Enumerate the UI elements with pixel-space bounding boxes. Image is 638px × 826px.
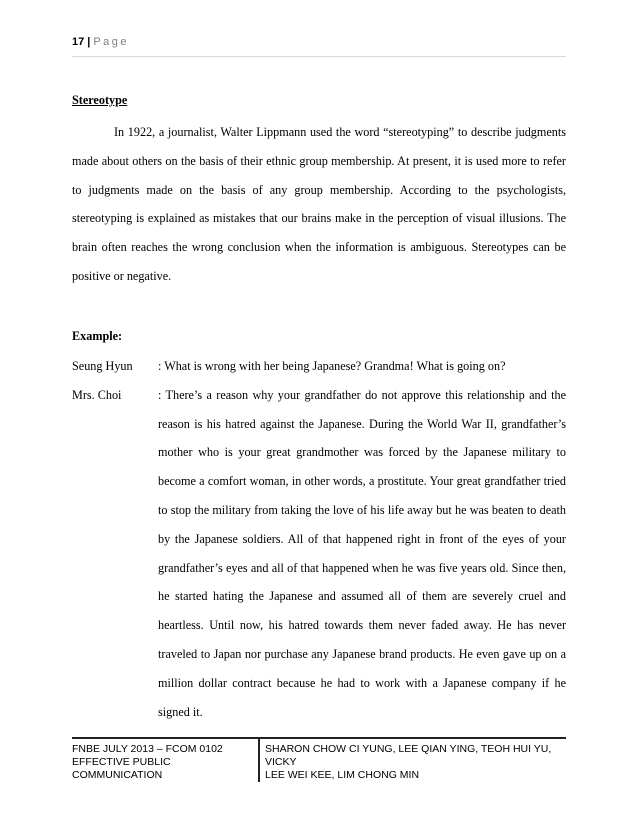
page-number: 17 <box>72 36 85 48</box>
document-body <box>72 90 566 719</box>
example-label: Example: <box>72 329 123 343</box>
section-heading: Stereotype <box>72 93 128 107</box>
footer-course-code: FNBE JULY 2013 – FCOM 0102 <box>72 743 223 755</box>
page-footer <box>72 737 566 782</box>
dialogue-line <box>72 381 566 727</box>
footer-course <box>72 739 258 782</box>
dialogue <box>72 352 566 726</box>
header-separator: | <box>87 36 91 48</box>
footer-course-title: EFFECTIVE PUBLIC COMMUNICATION <box>72 756 171 781</box>
page-word: Page <box>93 36 130 48</box>
dialogue-line <box>72 352 566 381</box>
speaker-text: : There’s a reason why your grandfather do not approve this relationship and the reason is his hatred against the Japanese. During the World War II, grandfather’s mother who is your great grandmother was forced by the Japanese military to become a comfort woman, in other words, a prostitute. Your great grandfather tried to stop the military from taking the love of his life away but he was beaten to death by the Japanese soldiers. All of that happened right in front of the eyes of your grandfather’s eyes and all of that happened when he was five years old. Since then, he started hating the Japanese and assumed all of them are severely cruel and heartless. Until now, his hatred towards them never faded away. He has never traveled to Japan nor purchase any Japanese brand products. He even gave up on a million dollar contract because he had to work with a Japanese company if he signed it. <box>158 387 566 719</box>
footer-authors <box>258 739 566 782</box>
section-paragraph: In 1922, a journalist, Walter Lippmann used the word “stereotyping” to describe judgments made about others on the basis of their ethnic group membership. At present, it is used more to refer to judgments made on the basis of any group membership. According to the psychologists, stereotyping is explained as mistakes that our brains make in the perception of visual illusions. The brain often reaches the wrong conclusion when the information is ambiguous. Stereotypes can be positive or negative. <box>72 125 566 283</box>
page-header <box>72 36 566 57</box>
speaker-name: Seung Hyun <box>72 359 133 373</box>
footer-authors-line2: LEE WEI KEE, LIM CHONG MIN <box>265 769 420 781</box>
speaker-name: Mrs. Choi <box>72 387 122 402</box>
speaker-text: : What is wrong with her being Japanese? Grandma! What is going on? <box>158 359 506 373</box>
footer-authors-line1: SHARON CHOW CI YUNG, LEE QIAN YING, TEOH HUI YU, VICKY <box>265 743 552 768</box>
